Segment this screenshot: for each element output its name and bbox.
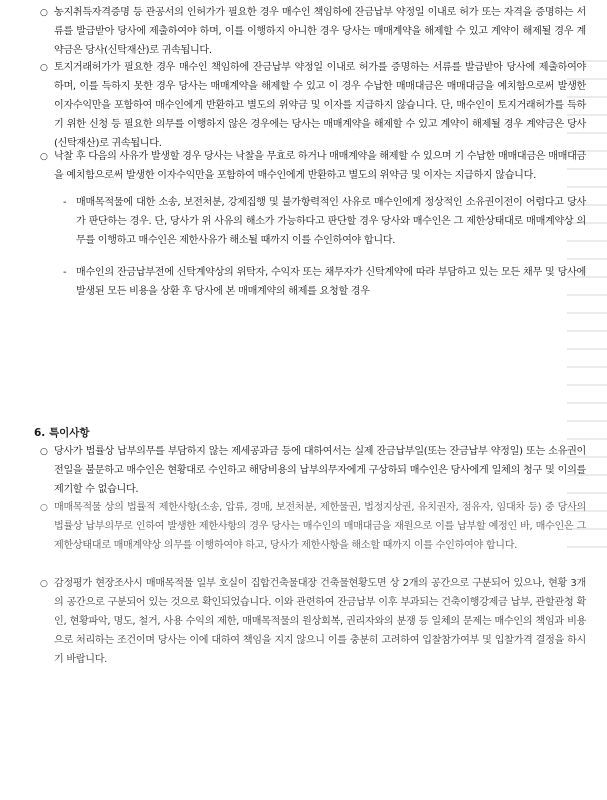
- bullet-icon: ○: [40, 579, 48, 589]
- sub-item-text: 매수인의 잔금납부전에 신탁계약상의 위탁자, 수익자 또는 채무자가 신탁계약에 따라 부담하고 있는 모든 채무 및 당사에 발생된 모든 비용을 상환 후 당사에 본 매매계약의 해제를 요청할 경우: [76, 267, 586, 297]
- list-item: [40, 59, 586, 154]
- bullet-icon: ○: [40, 503, 48, 513]
- list-item-text: 당사가 법률상 납부의무를 부담하지 않는 제세공과금 등에 대하여서는 실제 잔금납부일(또는 잔금납부 약정일) 또는 소유권이전일을 불문하고 매수인은 현황대로 수인하고 해당비용의 납부의무자에게 구상하되 매수인은 당사에게 일체의 청구 및 이의를 제기할 수 없습니다.: [54, 446, 586, 495]
- dash-marker: -: [63, 267, 67, 278]
- list-item: [40, 443, 586, 500]
- list-item: [40, 4, 586, 61]
- sub-item-text: 매매목적물에 대한 소송, 보전처분, 강제집행 및 불가항력적인 사유로 매수인에게 정상적인 소유권이전이 어렵다고 당사가 판단하는 경우. 단, 당사가 위 사유의 해소가 가능하다고 판단할 경우 당사와 매수인은 그 제한상태대로 매매계약상 의무를 이행하고 매수인은 제한사유가 해소될 때까지 이를 수인하여야 합니다.: [76, 197, 586, 246]
- list-item-text: 토지거래허가가 필요한 경우 매수인 책임하에 잔금납부 약정일 이내로 허가를 증명하는 서류를 발급받아 당사에 제출하여야 하며, 이를 득하지 못한 경우 당사는 매매계약을 해제할 수 있고 이 경우 수납한 매매대금은 매매대금을 예치함으로써 발생한 이자수익만을 포함하여 매수인에게 반환하고 별도의 위약금 및 이자를 지급하지 않습니다. 단, 매수인이 토지거래허가를 득하기 위한 신청 등 필요한 의무를 이행하지 않은 경우에는 당사는 매매계약을 해제할 수 있고 계약이 해제될 경우 계약금은 당사(신탁재산)로 귀속됩니다.: [54, 62, 586, 149]
- section-heading: 6. 특이사항: [34, 427, 90, 439]
- sub-item: [63, 264, 586, 302]
- bullet-icon: ○: [40, 152, 48, 162]
- sub-item: [63, 194, 586, 251]
- list-item: [40, 575, 586, 670]
- list-item-text: 농지취득자격증명 등 관공서의 인허가가 필요한 경우 매수인 책임하에 잔금납부 약정일 이내로 허가 또는 자격을 증명하는 서류를 발급받아 당사에 제출하여야 하며, 이를 이행하지 아니한 경우 당사는 매매계약을 해제할 수 있고 계약이 해제될 경우 계약금은 당사(신탁재산)로 귀속됩니다.: [54, 7, 586, 56]
- list-item: [40, 148, 586, 186]
- list-item-text: 낙찰 후 다음의 사유가 발생할 경우 당사는 낙찰을 무효로 하거나 매매계약을 해제할 수 있으며 기 수납한 매매대금은 매매대금을 예치함으로써 발생한 이자수익만을 포함하여 매수인에게 반환하고 별도의 위약금 및 이자는 지급하지 않습니다.: [54, 151, 586, 181]
- list-item-text: 매매목적물 상의 법률적 제한사항(소송, 압류, 경매, 보전처분, 제한물권, 법정지상권, 유치권자, 점유자, 임대차 등) 중 당사의 법률상 납부의무로 인하여 발생한 제한사항의 경우 당사는 매수인의 매매대금을 재원으로 이를 납부할 예정인 바, 매수인은 그 제한상태대로 매매계약상 의무를 이행하여야 하고, 당사가 제한사항을 해소할 때까지 이를 수인하여야 합니다.: [54, 502, 586, 551]
- bullet-icon: ○: [40, 63, 48, 73]
- dash-marker: -: [63, 197, 67, 208]
- bullet-icon: ○: [40, 447, 48, 457]
- list-item: [40, 499, 586, 556]
- bullet-icon: ○: [40, 8, 48, 18]
- list-item-text: 감정평가 현장조사시 매매목적물 일부 호실이 집합건축물대장 건축물현황도면 상 2개의 공간으로 구분되어 있으나, 현황 3개의 공간으로 구분되어 있는 것으로 확인되었습니다. 이와 관련하여 잔금납부 이후 부과되는 건축이행강제금 납부, 관할관청 확인, 현황파악, 명도, 철거, 사용 수익의 제한, 매매목적물의 원상회복, 권리자와의 분쟁 등 일체의 문제는 매수인의 책임과 비용으로 처리하는 조건이며 당사는 이에 대하여 책임을 지지 않으니 이를 충분히 고려하여 입찰참가여부 및 입찰가격 결정을 하시기 바랍니다.: [54, 578, 586, 665]
